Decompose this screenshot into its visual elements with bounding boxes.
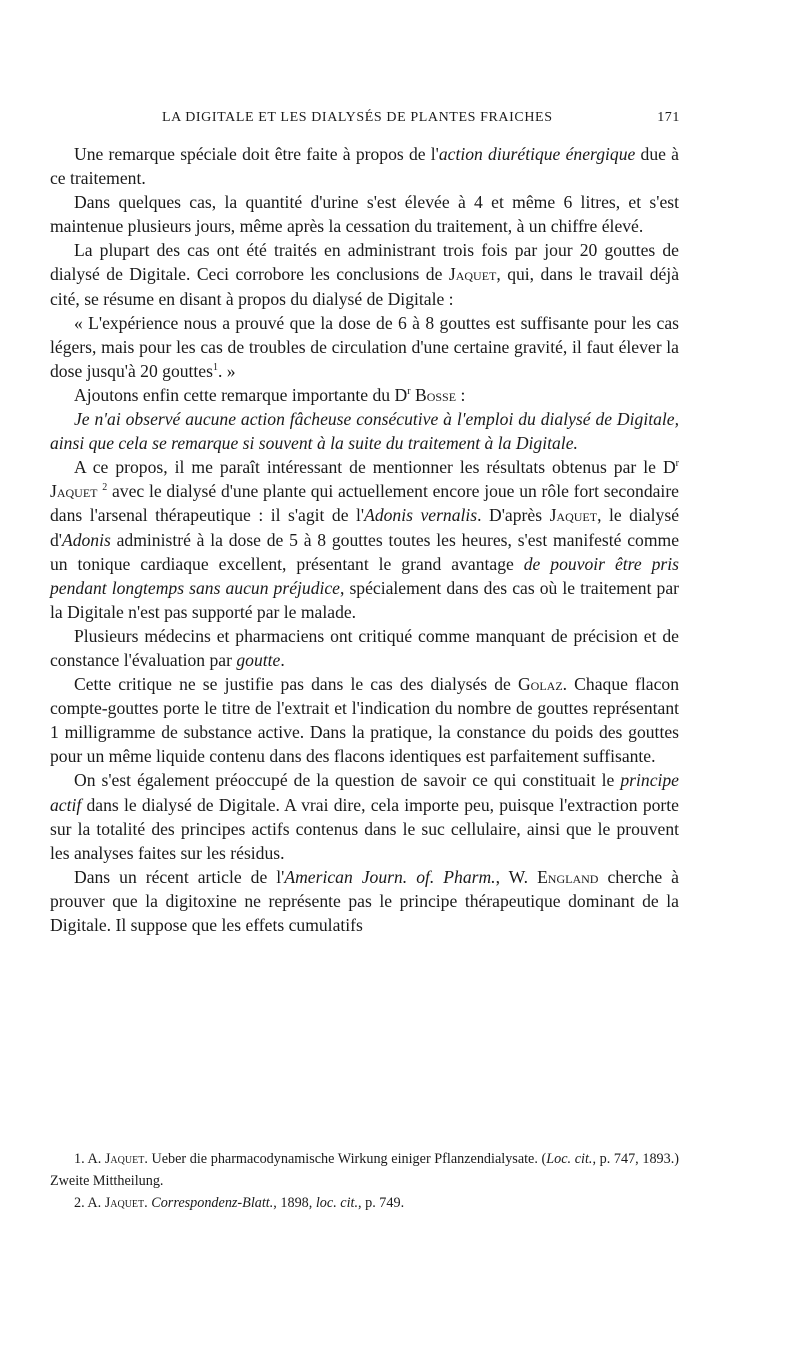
paragraph-9: Cette critique ne se justifie pas dans le cas des dialysés de Golaz. Chaque flacon compte-gouttes porte le titre de l'extrait et l'indication du nombre de gouttes représentant 1 milligramme de substance active. Dans la pratique, la constance du poids des gouttes pour un même liquide contenu dans des flacons identiques est parfaitement suffisante. — [50, 674, 680, 767]
author-name: Jaquet — [50, 481, 98, 502]
paragraph-10: On s'est également préoccupé de la question de savoir ce qui constituait le principe actif dans le dialysé de Digitale. A vrai dire, cela importe peu, puisque l'extraction porte sur la totalité des principes actifs contenus dans le suc cellulaire, ainsi que le prouvent les analyses faites sur les résidus. — [50, 770, 679, 863]
running-header — [162, 110, 680, 126]
author-name: Bosse — [414, 384, 457, 405]
footnote-ref-2: 2 — [102, 482, 108, 494]
paragraph-7: A ce propos, il me paraît intéressant de mentionner les résultats obtenus par le $D^r$ Jaquet $^2$ avec le dialysé d'une plante qui actuellement encore joue un rôle fort secondaire dans l'arsenal thérapeutique : il s'agit de l'Adonis vernalis. D'après Jaquet, le dialysé d'Adonis administré à la dose de 5 à 8 gouttes toutes les heures, s'est manifesté comme un tonique cardiaque excellent, présentant le grand avantage de pouvoir être pris pendant longtemps sans aucun préjudice, spécialement dans des cas où le traitement par la Digitale n'est pas supporté par le malade. — [50, 457, 680, 622]
page-number: 171 — [657, 110, 680, 125]
footnote-1: 1. A. Jaquet. Ueber die pharmacodynamische Wirkung einiger Pflanzendialysate. (Loc. cit., p. 747, 1893.) Zweite Mittheilung. — [50, 1151, 679, 1189]
running-title: LA DIGITALE ET LES DIALYSÉS DE PLANTES FRAICHES — [162, 110, 553, 125]
footnotes — [50, 1148, 679, 1214]
footnote-ref-1: 1 — [212, 361, 218, 373]
paragraph-11: Dans un récent article de l'American Journ. of. Pharm., W. England cherche à prouver que la digitoxine ne représente pas le principe thérapeutique dominant de la Digitale. Il suppose que les effets cumulatifs — [50, 866, 679, 935]
paragraph-2: Dans quelques cas, la quantité d'urine s'est élevée à 4 et même 6 litres, et s'est maintenue plusieurs jours, même après la cessation du traitement, à un chiffre élevé. — [50, 192, 679, 237]
paragraph-5: Ajoutons enfin cette remarque importante du $D^r$ Bosse : — [74, 384, 466, 405]
paragraph-8: Plusieurs médecins et pharmaciens ont critiqué comme manquant de précision et de constance l'évaluation par goutte. — [50, 625, 679, 670]
author-name: Jaquet — [448, 264, 497, 285]
footnote-2: 2. A. Jaquet. Correspondenz-Blatt., 1898, loc. cit., p. 749. — [74, 1195, 405, 1211]
paragraph-1: Une remarque spéciale doit être faite à propos de l'action diurétique énergique due à ce traitement. — [50, 144, 679, 189]
italic-quote: Je n'ai observé aucune action fâcheuse consécutive à l'emploi du dialysé de Digitale, ainsi que cela se remarque si souvent à la suite du traitement à la Digitale. — [50, 409, 679, 454]
author-name: Jaquet — [549, 505, 598, 526]
main-text — [50, 142, 679, 937]
paragraph-3: La plupart des cas ont été traités en administrant trois fois par jour 20 gouttes de dialysé de Digitale. Ceci corrobore les conclusions de Jaquet, qui, dans le travail déjà cité, se résume en disant à propos du dialysé de Digitale : — [50, 240, 679, 309]
author-name: Golaz — [517, 674, 563, 695]
quote-paragraph: « L'expérience nous a prouvé que la dose de 6 à 8 gouttes est suffisante pour les cas légers, mais pour les cas de troubles de circulation d'une certaine gravité, il faut élever la dose jusqu'à 20 gouttes$^1$. » — [50, 312, 679, 381]
author-name: England — [537, 866, 599, 887]
